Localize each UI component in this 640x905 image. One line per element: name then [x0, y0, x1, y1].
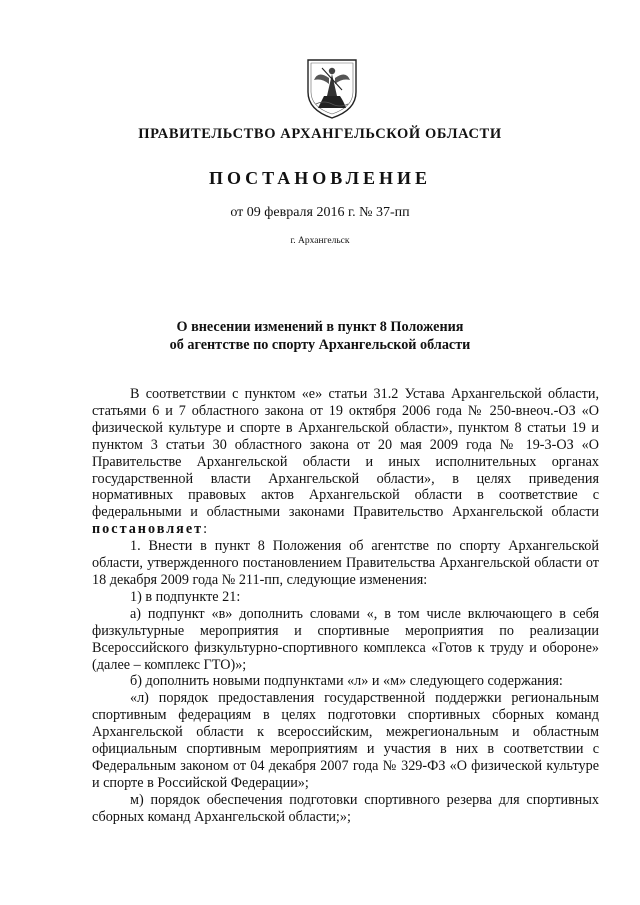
preamble-text: В соответствии с пунктом «е» статьи 31.2 Устава Архангельской области, статьями 6 и 7 областного закона от 19 октября 2006 года № 250-внеоч.-ОЗ «О физической культуре и спорте в Архангельской области», пунктом 8 статьи 19 и пунктом 3 статьи 30 областного закона от 20 мая 2009 года № 19-3-ОЗ «О Правительстве Архангельской области и иных исполнительных органах государственной власти Архангельской области», в целях приведения нормативных правовых актов Архангельской области в соответствие с федеральными и областными законами Правительство Архангельской области	[92, 386, 599, 521]
paragraph-5: «л) порядок предоставления государственной поддержки региональным спортивным федерациям в целях подготовки спортивных сборных команд Архангельской области к всероссийским, межрегиональным и областным официальным спортивным мероприятиям и участия в них в соответствии с Федеральным законом от 04 декабря 2007 года № 329-ФЗ «О физической культуре и спорте в Российской Федерации»;	[92, 690, 599, 791]
paragraph-1: 1. Внести в пункт 8 Положения об агентстве по спорту Архангельской области, утвержденного постановлением Правительства Архангельской области от 18 декабря 2009 года № 211-пп, следующие изменения:	[92, 538, 599, 588]
paragraph-3: а) подпункт «в» дополнить словами «, в том числе включающего в себя физкультурные мероприятия и спортивные мероприятия по реализации Всероссийского физкультурно-спортивного комплекса «Готов к труду и обороне» (далее – комплекс ГТО)»;	[92, 605, 599, 673]
title-line-1: О внесении изменений в пункт 8 Положения	[176, 319, 464, 335]
paragraph-6: м) порядок обеспечения подготовки спортивного резерва для спортивных сборных команд Архангельской области;»;	[92, 791, 599, 825]
document-body	[92, 386, 599, 826]
organization-name: ПРАВИТЕЛЬСТВО АРХАНГЕЛЬСКОЙ ОБЛАСТИ	[138, 126, 502, 142]
coat-of-arms-icon	[302, 56, 362, 120]
title-line-2: об агентстве по спорту Архангельской области	[169, 337, 471, 353]
decree-colon: :	[203, 521, 208, 538]
paragraph-4: б) дополнить новыми подпунктами «л» и «м» следующего содержания:	[130, 673, 563, 690]
document-type: ПОСТАНОВЛЕНИЕ	[208, 168, 432, 188]
document-title	[0, 318, 640, 354]
city: г. Архангельск	[290, 236, 350, 246]
date-and-number: от 09 февраля 2016 г. № 37-пп	[230, 205, 410, 220]
preamble-paragraph	[92, 386, 599, 538]
decree-word: постановляет	[92, 521, 204, 538]
paragraph-2: 1) в подпункте 21:	[130, 588, 241, 605]
